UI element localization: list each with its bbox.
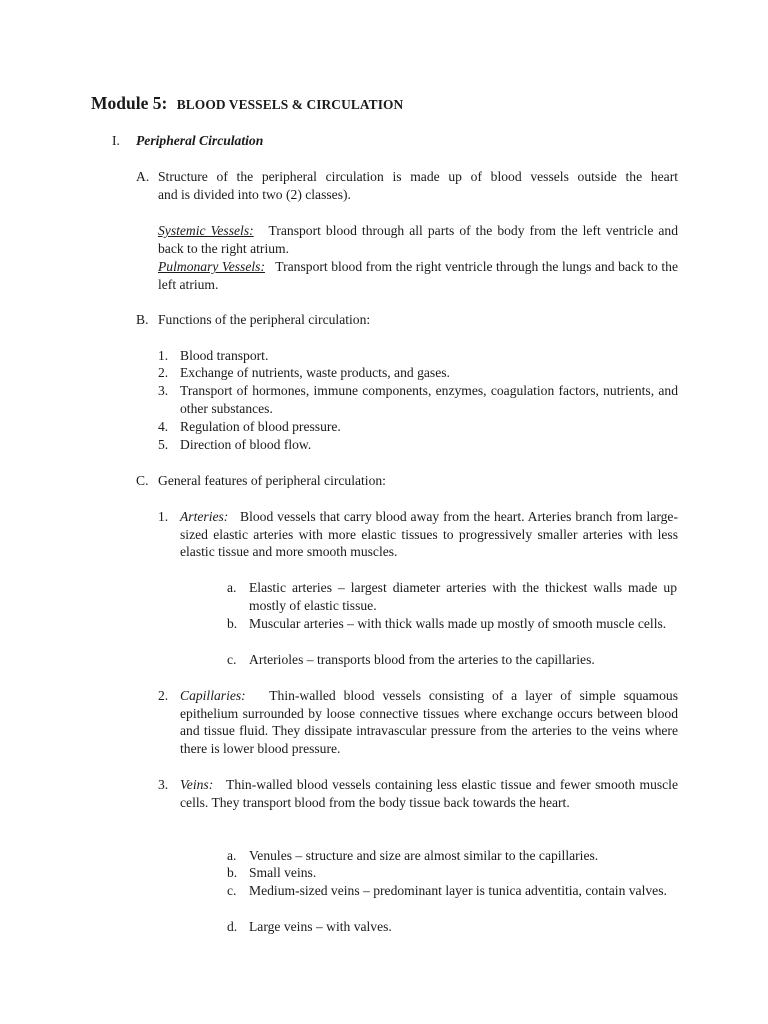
item-label-b: B. bbox=[136, 312, 149, 327]
sublist-item: Medium-sized veins – predominant layer is tunica adventitia, contain valves. bbox=[249, 883, 667, 898]
module-subject: BLOOD VESSELS & CIRCULATION bbox=[176, 97, 404, 112]
list-item-num: 3. bbox=[158, 777, 169, 792]
sublist-item: Muscular arteries – with thick walls made up mostly of smooth muscle cells. bbox=[249, 616, 667, 631]
arteries-term: Arteries: bbox=[180, 509, 229, 524]
section-heading bbox=[112, 132, 263, 150]
sublist-item: Large veins – with valves. bbox=[249, 919, 392, 934]
sublist-item: Venules – structure and size are almost similar to the capillaries. bbox=[249, 848, 599, 863]
item-a-line1: Structure of the peripheral circulation is made up of blood vessels outside the heart bbox=[158, 169, 678, 184]
page-title bbox=[91, 95, 403, 114]
list-item-num: 5. bbox=[158, 437, 169, 452]
veins-term: Veins: bbox=[180, 777, 214, 792]
pulmonary-vessels-text: Transport blood from the right ventricle through the lungs and back to the left atrium. bbox=[158, 259, 678, 292]
list-item: Transport of hormones, immune components, enzymes, coagulation factors, nutrients, and other substances. bbox=[180, 383, 678, 416]
veins-paragraph bbox=[180, 776, 678, 811]
pulmonary-vessels-def bbox=[158, 258, 678, 293]
arteries-paragraph bbox=[180, 508, 678, 561]
sublist-item: Small veins. bbox=[249, 865, 317, 880]
sublist-item-num: a. bbox=[227, 580, 237, 595]
list-item: Exchange of nutrients, waste products, and gases. bbox=[180, 365, 450, 380]
veins-text: Thin-walled blood vessels containing less elastic tissue and fewer smooth muscle cells. They transport blood from the body tissue back towards the heart. bbox=[180, 777, 678, 810]
sublist-item: Arterioles – transports blood from the arteries to the capillaries. bbox=[249, 652, 595, 667]
sublist-item: Elastic arteries – largest diameter arteries with the thickest walls made up mostly of elastic tissue. bbox=[249, 580, 677, 613]
systemic-vessels-text: Transport blood through all parts of the body from the left ventricle and back to the right atrium. bbox=[158, 223, 679, 256]
list-item-num: 4. bbox=[158, 419, 169, 434]
pulmonary-vessels-term: Pulmonary Vessels: bbox=[158, 259, 265, 274]
item-a-line2: and is divided into two (2) classes). bbox=[158, 186, 351, 202]
item-label-a: A. bbox=[136, 169, 150, 184]
list-item: Blood transport. bbox=[180, 348, 269, 363]
sublist-item-num: c. bbox=[227, 883, 237, 898]
list-item-num: 3. bbox=[158, 383, 169, 398]
capillaries-paragraph bbox=[180, 687, 678, 757]
list-item-num: 2. bbox=[158, 365, 169, 380]
sublist-item-num: b. bbox=[227, 865, 238, 880]
systemic-vessels-term: Systemic Vessels: bbox=[158, 223, 254, 238]
item-a bbox=[158, 168, 678, 203]
capillaries-term: Capillaries: bbox=[180, 688, 246, 703]
list-item-num: 1. bbox=[158, 509, 169, 524]
list-item-num: 1. bbox=[158, 348, 169, 363]
list-item-num: 2. bbox=[158, 688, 169, 703]
systemic-vessels-def bbox=[158, 222, 678, 257]
sublist-item-num: a. bbox=[227, 848, 237, 863]
list-item: Direction of blood flow. bbox=[180, 437, 312, 452]
item-label-c: C. bbox=[136, 473, 149, 488]
sublist-item-num: b. bbox=[227, 616, 238, 631]
item-c-heading: General features of peripheral circulation: bbox=[158, 473, 386, 488]
module-number: Module 5: bbox=[91, 93, 168, 113]
section-number: I. bbox=[112, 133, 120, 148]
item-b-heading: Functions of the peripheral circulation: bbox=[158, 312, 371, 327]
section-title: Peripheral Circulation bbox=[136, 133, 264, 148]
capillaries-text: Thin-walled blood vessels consisting of a layer of simple squamous epithelium surrounded by loose connective tissues where exchange occurs between blood and tissue fluid. They dissipate intravascular pressure from the arteries to the veins where there is lower blood pressure. bbox=[180, 688, 678, 756]
list-item: Regulation of blood pressure. bbox=[180, 419, 341, 434]
arteries-text: Blood vessels that carry blood away from the heart. Arteries branch from large-sized elastic arteries with more elastic tissues to progressively smaller arteries with less elastic tissue and more smooth muscles. bbox=[180, 509, 678, 559]
sublist-item-num: c. bbox=[227, 652, 237, 667]
sublist-item-num: d. bbox=[227, 919, 238, 934]
